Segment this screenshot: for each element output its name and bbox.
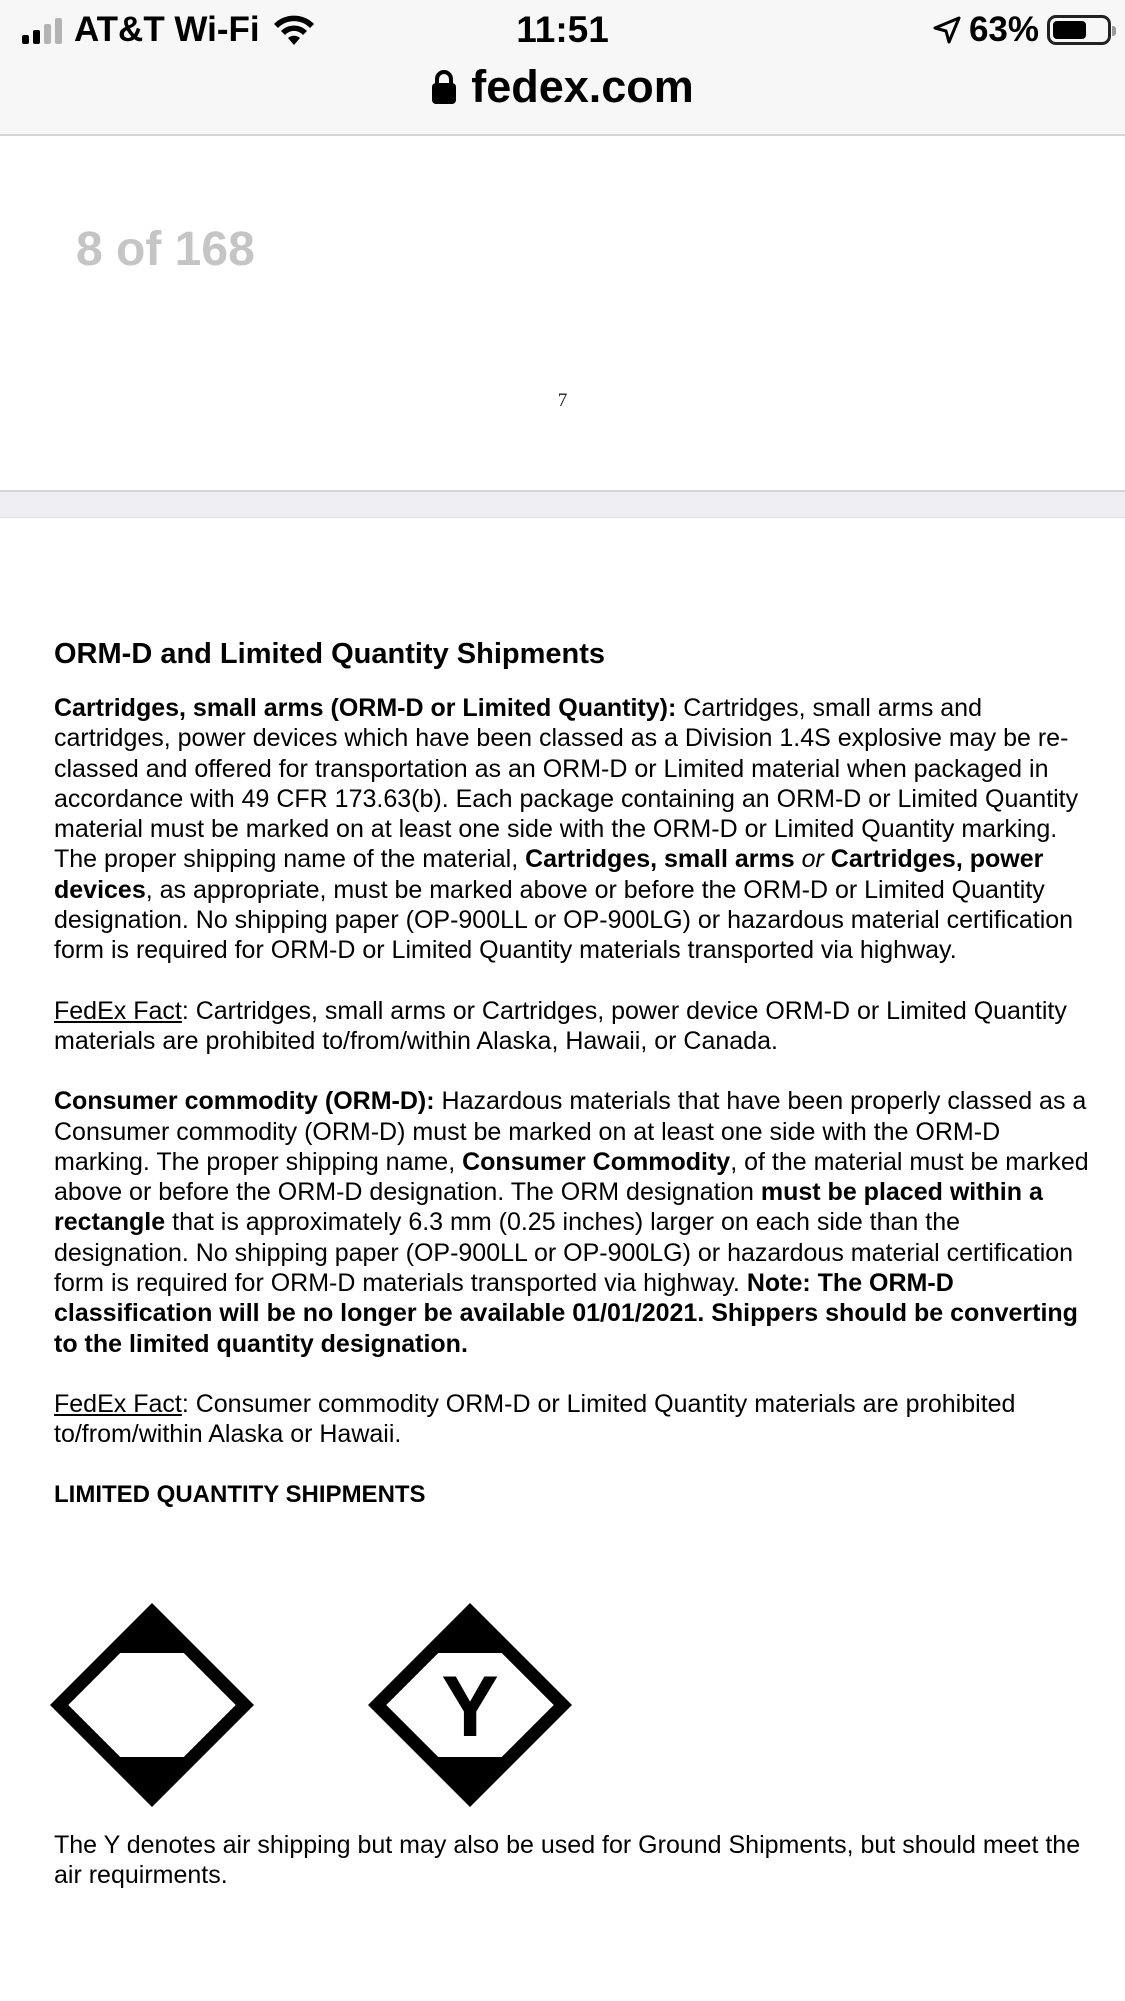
lock-icon bbox=[431, 69, 457, 105]
cartridges-text-2: , as appropriate, must be marked above or before the ORM-D or Limited Quantity designation. No shipping paper (OP-900LL or OP-900LG) or hazardous material certification form is required for ORM-D or Limited Quantity materials transported via highway. bbox=[54, 875, 1074, 965]
fedex-fact-2 bbox=[54, 1389, 1094, 1450]
cartridges-or: or bbox=[794, 845, 831, 874]
document-page-content bbox=[54, 635, 1094, 1510]
pdf-page-counter: 8 of 168 bbox=[76, 223, 255, 276]
limited-quantity-heading: LIMITED QUANTITY SHIPMENTS bbox=[54, 1480, 426, 1508]
page-separator bbox=[0, 490, 1125, 518]
location-arrow-icon bbox=[933, 16, 961, 44]
consumer-bold-1: Consumer Commodity bbox=[462, 1147, 731, 1176]
cartridges-text-1: Cartridges, small arms and cartridges, power devices which have been classed as a Division 1.4S explosive may be re-classed and offered for transportation as an ORM-D or Limited material when packaged in accordance with 49 CFR 173.63(b). Each package containing an ORM-D or Limited Quantity material must be marked on at least one side with the ORM-D or Limited Quantity marking. The proper shipping name of the material, bbox=[54, 694, 1079, 874]
limited-quantity-mark bbox=[50, 1603, 254, 1807]
status-right bbox=[933, 8, 1111, 52]
browser-top-bar bbox=[0, 0, 1125, 136]
y-letter: Y bbox=[441, 1659, 499, 1755]
cartridges-bold-1: Cartridges, small arms bbox=[525, 845, 795, 874]
consumer-title: Consumer commodity (ORM-D): bbox=[54, 1087, 435, 1116]
cartridges-bold-2: Cartridges, power devices bbox=[54, 845, 1044, 904]
fedex-fact-1-label: FedEx Fact bbox=[54, 996, 182, 1025]
address-domain: fedex.com bbox=[471, 61, 694, 112]
status-time: 11:51 bbox=[516, 9, 609, 50]
carrier-label: AT&T Wi-Fi bbox=[74, 10, 260, 49]
address-bar[interactable] bbox=[0, 58, 1125, 116]
consumer-note: Note: The ORM-D classification will be no longer be available 01/01/2021. Shippers should be converting to the limited quantity designation. bbox=[54, 1269, 1078, 1358]
y-mark-caption: The Y denotes air shipping but may also be used for Ground Shipments, but should meet the air requirments. bbox=[54, 1831, 1081, 1890]
cartridges-title: Cartridges, small arms (ORM-D or Limited Quantity): bbox=[54, 694, 677, 722]
document-heading: ORM-D and Limited Quantity Shipments bbox=[54, 638, 606, 670]
limited-quantity-y-diamond-icon bbox=[368, 1603, 572, 1807]
battery-icon bbox=[1047, 15, 1111, 45]
limited-quantity-diamond-icon bbox=[50, 1603, 254, 1807]
fedex-fact-1 bbox=[54, 996, 1094, 1057]
consumer-text-2: , of the material must be marked above or before the ORM-D designation. The ORM designation bbox=[54, 1147, 1089, 1207]
battery-fill bbox=[1053, 21, 1086, 39]
consumer-commodity-paragraph bbox=[54, 1086, 1094, 1359]
battery-percent: 63% bbox=[968, 10, 1039, 49]
fedex-fact-1-text: : Cartridges, small arms or Cartridges, power device ORM-D or Limited Quantity materials are prohibited to/from/within Alaska, Hawaii, or Canada. bbox=[54, 996, 1067, 1055]
fedex-fact-2-text: : Consumer commodity ORM-D or Limited Quantity materials are prohibited to/from/within Alaska or Hawaii. bbox=[54, 1389, 1016, 1449]
consumer-text-1: Hazardous materials that have been properly classed as a Consumer commodity (ORM-D) must be marked on at least one side with the ORM-D marking. The proper shipping name, bbox=[54, 1087, 1087, 1176]
wifi-icon bbox=[272, 13, 316, 47]
cellular-signal-icon bbox=[22, 16, 62, 44]
consumer-bold-2: must be placed within a rectangle bbox=[54, 1178, 1043, 1237]
previous-page-number: 7 bbox=[557, 390, 568, 411]
fedex-fact-2-label: FedEx Fact bbox=[54, 1389, 182, 1418]
cartridges-paragraph bbox=[54, 693, 1094, 966]
consumer-text-3: that is approximately 6.3 mm (0.25 inches) larger on each side than the designation. No shipping paper (OP-900LL or OP-900LG) or hazardous material certification form is required for ORM-D materials transported via highway. bbox=[54, 1208, 1074, 1298]
limited-quantity-y-mark bbox=[368, 1603, 572, 1807]
limited-quantity-marks bbox=[50, 1603, 650, 1803]
status-left bbox=[22, 8, 316, 52]
